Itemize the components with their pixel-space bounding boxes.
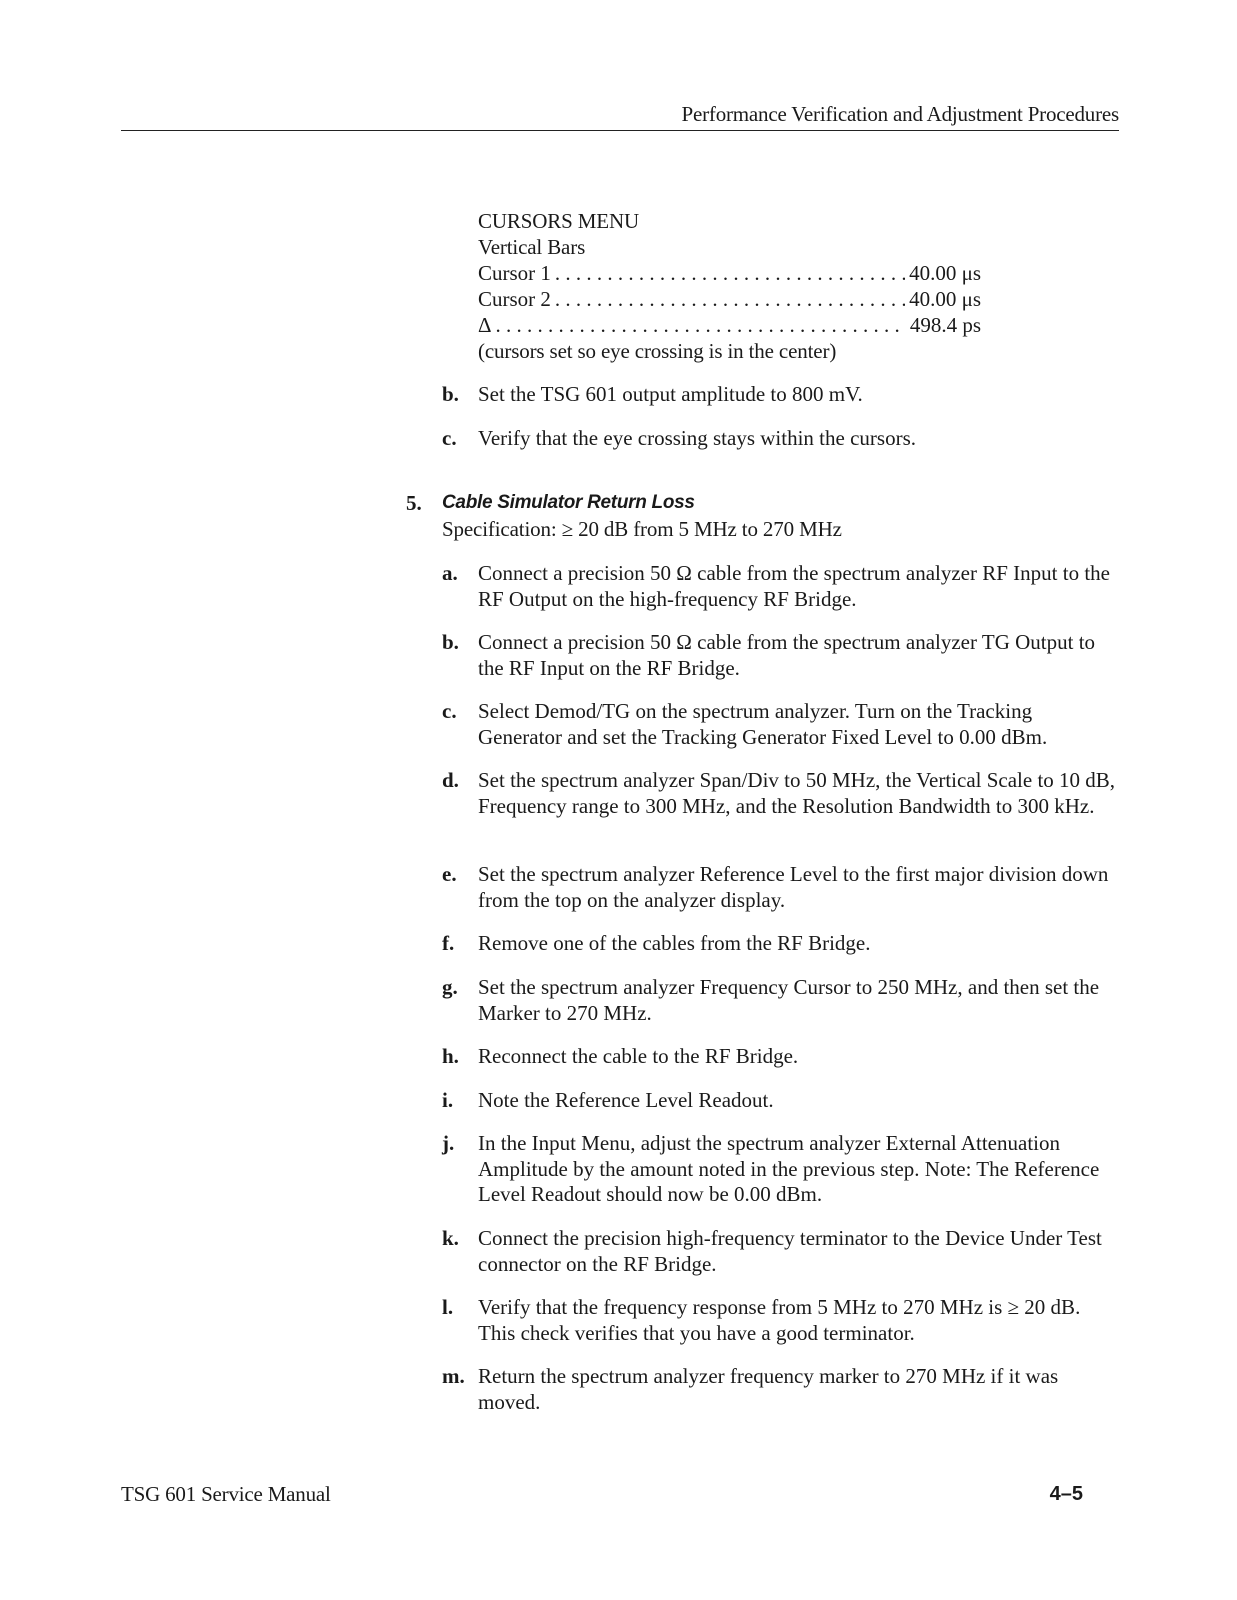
step-letter: a. (442, 561, 458, 585)
cursors-note: (cursors set so eye crossing is in the center) (478, 339, 837, 363)
step-letter: m. (442, 1364, 465, 1388)
section-number: 5. (406, 491, 422, 515)
step-letter: b. (442, 630, 459, 654)
step-letter: d. (442, 768, 459, 792)
step-letter: l. (442, 1295, 454, 1319)
pre-step-text: Set the TSG 601 output amplitude to 800 mV. (478, 382, 863, 406)
page-number: 4–5 (1049, 1483, 1083, 1505)
step-text: In the Input Menu, adjust the spectrum analyzer External Attenuation Amplitude by the amount noted in the previous step. Note: The Reference Level Readout should now be 0.00 dBm. (478, 1131, 1100, 1206)
running-header: Performance Verification and Adjustment Procedures (681, 102, 1119, 126)
footer-manual-title: TSG 601 Service Manual (121, 1482, 331, 1506)
cursor-1-row (478, 261, 981, 287)
delta-label: Δ (478, 313, 492, 337)
cursor-2-value: 40.00 μs (909, 287, 981, 311)
step-text: Note the Reference Level Readout. (478, 1088, 774, 1112)
step-text: Connect a precision 50 Ω cable from the spectrum analyzer TG Output to the RF Input on the RF Bridge. (478, 630, 1096, 680)
vertical-bars-label: Vertical Bars (478, 235, 586, 259)
step-letter: k. (442, 1226, 459, 1250)
dot-leader (555, 261, 905, 286)
step-letter: f. (442, 931, 455, 955)
cursor-2-row (478, 287, 981, 313)
pre-step-letter: b. (442, 382, 459, 406)
step-letter: i. (442, 1088, 454, 1112)
cursor-1-label: Cursor 1 (478, 261, 551, 285)
step-text: Connect a precision 50 Ω cable from the spectrum analyzer RF Input to the RF Output on the high-frequency RF Bridge. (478, 561, 1110, 611)
step-text: Select Demod/TG on the spectrum analyzer. Turn on the Tracking Generator and set the Tracking Generator Fixed Level to 0.00 dBm. (478, 699, 1048, 749)
step-letter: g. (442, 975, 458, 999)
specification: Specification: ≥ 20 dB from 5 MHz to 270 MHz (442, 517, 842, 541)
cursor-1-value: 40.00 μs (909, 261, 981, 285)
step-letter: c. (442, 699, 457, 723)
step-text: Set the spectrum analyzer Reference Level to the first major division down from the top on the analyzer display. (478, 862, 1109, 912)
step-letter: e. (442, 862, 457, 886)
step-letter: j. (442, 1131, 455, 1155)
step-text: Return the spectrum analyzer frequency marker to 270 MHz if it was moved. (478, 1364, 1059, 1414)
delta-value: 498.4 ps (909, 313, 981, 337)
step-text: Connect the precision high-frequency terminator to the Device Under Test connector on the RF Bridge. (478, 1226, 1102, 1276)
cursors-menu-heading: CURSORS MENU (478, 209, 639, 233)
cursor-2-label: Cursor 2 (478, 287, 551, 311)
delta-row (478, 313, 981, 339)
dot-leader (496, 313, 906, 338)
step-text: Verify that the frequency response from 5 MHz to 270 MHz is ≥ 20 dB. This check verifies that you have a good terminator. (478, 1295, 1081, 1345)
pre-step-text: Verify that the eye crossing stays within the cursors. (478, 426, 916, 450)
dot-leader (555, 287, 905, 312)
step-letter: h. (442, 1044, 459, 1068)
step-text: Set the spectrum analyzer Span/Div to 50 MHz, the Vertical Scale to 10 dB, Frequency range to 300 MHz, and the Resolution Bandwidth to 300 kHz. (478, 768, 1116, 818)
section-title: Cable Simulator Return Loss (442, 492, 695, 513)
header-rule (121, 130, 1119, 131)
step-text: Reconnect the cable to the RF Bridge. (478, 1044, 799, 1068)
step-text: Remove one of the cables from the RF Bridge. (478, 931, 871, 955)
step-text: Set the spectrum analyzer Frequency Cursor to 250 MHz, and then set the Marker to 270 MHz. (478, 975, 1100, 1025)
pre-step-letter: c. (442, 426, 457, 450)
